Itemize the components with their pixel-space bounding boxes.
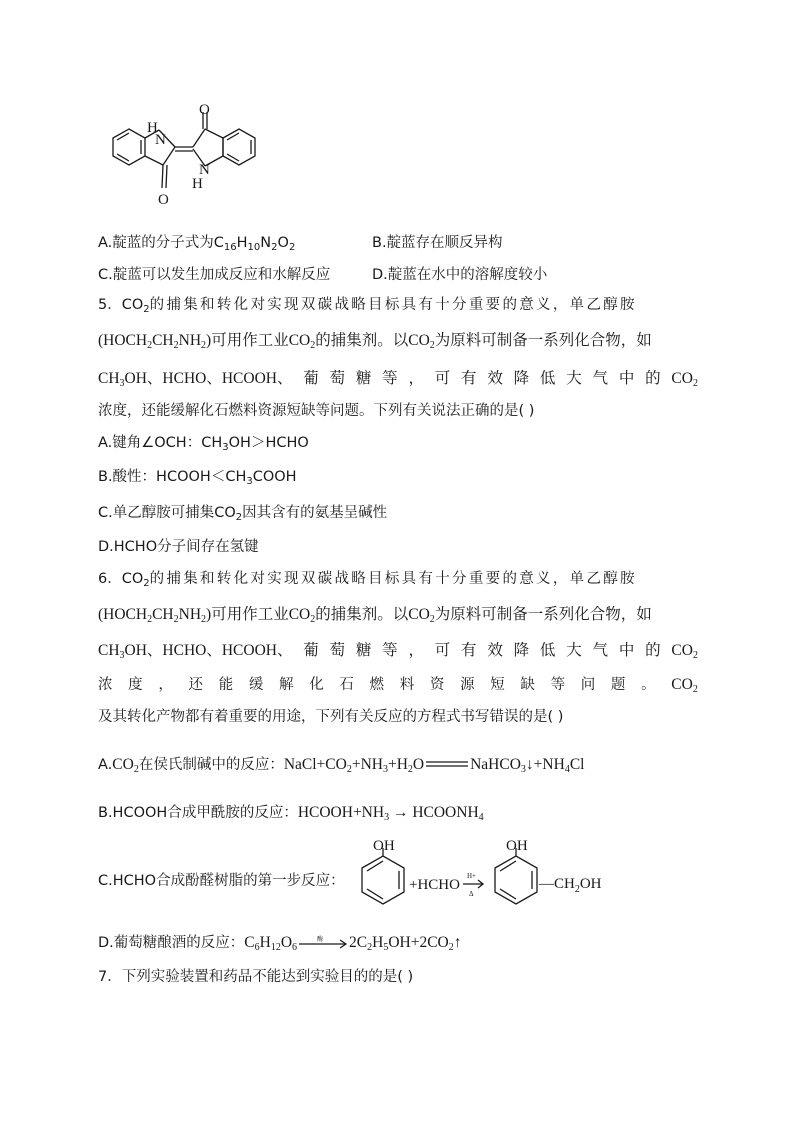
phenol-reaction-structure bbox=[355, 838, 625, 918]
q5-option-c: C.单乙醇胺可捕集$CO_2$因其含有的氨基呈碱性 bbox=[98, 505, 388, 523]
q6-stem-line1: 6．$CO_2$的捕集和转化对实现双碳战略目标具有十分重要的意义，单乙醇胺 bbox=[98, 571, 637, 589]
q5-stem-line4: 浓度，还能缓解化石燃料资源短缺等问题。下列有关说法正确的是( ) bbox=[98, 403, 535, 419]
q6-stem-line3: $CH_3OH$、HCHO、HCOOH、 葡 萄 糖 等 ， 可 有 效 降 低 大 气 中 的 $CO_2$ bbox=[98, 642, 698, 661]
q6-stem-line5: 及其转化产物都有着重要的用途，下列有关反应的方程式书写错误的是( ) bbox=[98, 709, 564, 725]
q5-option-b: B.酸性：$HCOOH<CH_3COOH$ bbox=[98, 469, 297, 487]
q5-stem-line3: $CH_3OH$、HCHO、HCOOH、 葡 萄 糖 等 ， 可 有 效 降 低 大 气 中 的 $CO_2$ bbox=[98, 370, 698, 389]
arrow-icon bbox=[297, 934, 349, 948]
plus-hcho-label: +HCHO bbox=[409, 877, 460, 893]
q4-option-d: D.靛蓝在水中的溶解度较小 bbox=[372, 267, 548, 283]
heat-label: Δ bbox=[469, 890, 474, 898]
q7-stem: 7．下列实验装置和药品不能达到实验目的的是( ) bbox=[98, 969, 414, 985]
q6-option-c-label: C.HCHO合成酚醛树脂的第一步反应： bbox=[98, 873, 345, 889]
indigo-h-bottom: H bbox=[192, 176, 203, 192]
enzyme-label: 酶 bbox=[317, 936, 324, 943]
q5-stem-line1: 5．$CO_2$的捕集和转化对实现双碳战略目标具有十分重要的意义，单乙醇胺 bbox=[98, 297, 637, 315]
equals-sign-icon bbox=[424, 756, 470, 770]
ch2oh-label: $—CH_2OH$ bbox=[539, 876, 602, 895]
q4-option-a: A.靛蓝的分子式为$C_{16}H_{10}N_2O_2$ bbox=[98, 235, 296, 253]
phenol-oh-label: OH bbox=[373, 838, 395, 854]
catalyst-label: H+ bbox=[467, 872, 477, 880]
q5-option-d: D.HCHO分子间存在氢键 bbox=[98, 539, 259, 555]
q6-option-a: $A.CO_2$在侯氏制碱中的反应：$NaCl+CO_2+NH_3+H_2O$ $NaHCO_3↓+NH_4Cl$ bbox=[98, 756, 585, 775]
indigo-h-top: H bbox=[147, 120, 158, 136]
indigo-o-top: O bbox=[199, 102, 210, 118]
q6-stem-line4: 浓 度 ， 还 能 缓 解 化 石 燃 料 资 源 短 缺 等 问 题 。 $CO_2$ bbox=[98, 676, 698, 695]
q5-option-a: A.键角∠OCH：$CH_3OH>HCHO$ bbox=[98, 435, 309, 453]
q6-stem-line2: $(HOCH_2CH_2NH_2)$可用作工业$CO_2$的捕集剂。以$CO_2$为原料可制备一系列化合物，如 bbox=[98, 606, 652, 625]
q6-option-d: D.葡萄糖酿酒的反应：$C_6H_{12}O_6$ 酶 $2C_2H_5OH+2CO_2↑$ bbox=[98, 934, 462, 953]
indigo-structure bbox=[95, 100, 265, 215]
q6-option-b: B.HCOOH合成甲酰胺的反应：$HCOOH+NH_3$ → $HCOONH_4$ bbox=[98, 804, 484, 823]
q4-option-b: B.靛蓝存在顺反异构 bbox=[372, 235, 503, 251]
product-oh-label: OH bbox=[506, 838, 528, 854]
q4-option-c: C.靛蓝可以发生加成反应和水解反应 bbox=[98, 267, 331, 283]
indigo-o-bottom: O bbox=[158, 192, 169, 208]
q5-stem-line2: $(HOCH_2CH_2NH_2)$可用作工业$CO_2$的捕集剂。以$CO_2$为原料可制备一系列化合物，如 bbox=[98, 332, 652, 351]
indigo-n-top: N bbox=[155, 132, 166, 148]
indigo-n-bottom: N bbox=[199, 162, 210, 178]
